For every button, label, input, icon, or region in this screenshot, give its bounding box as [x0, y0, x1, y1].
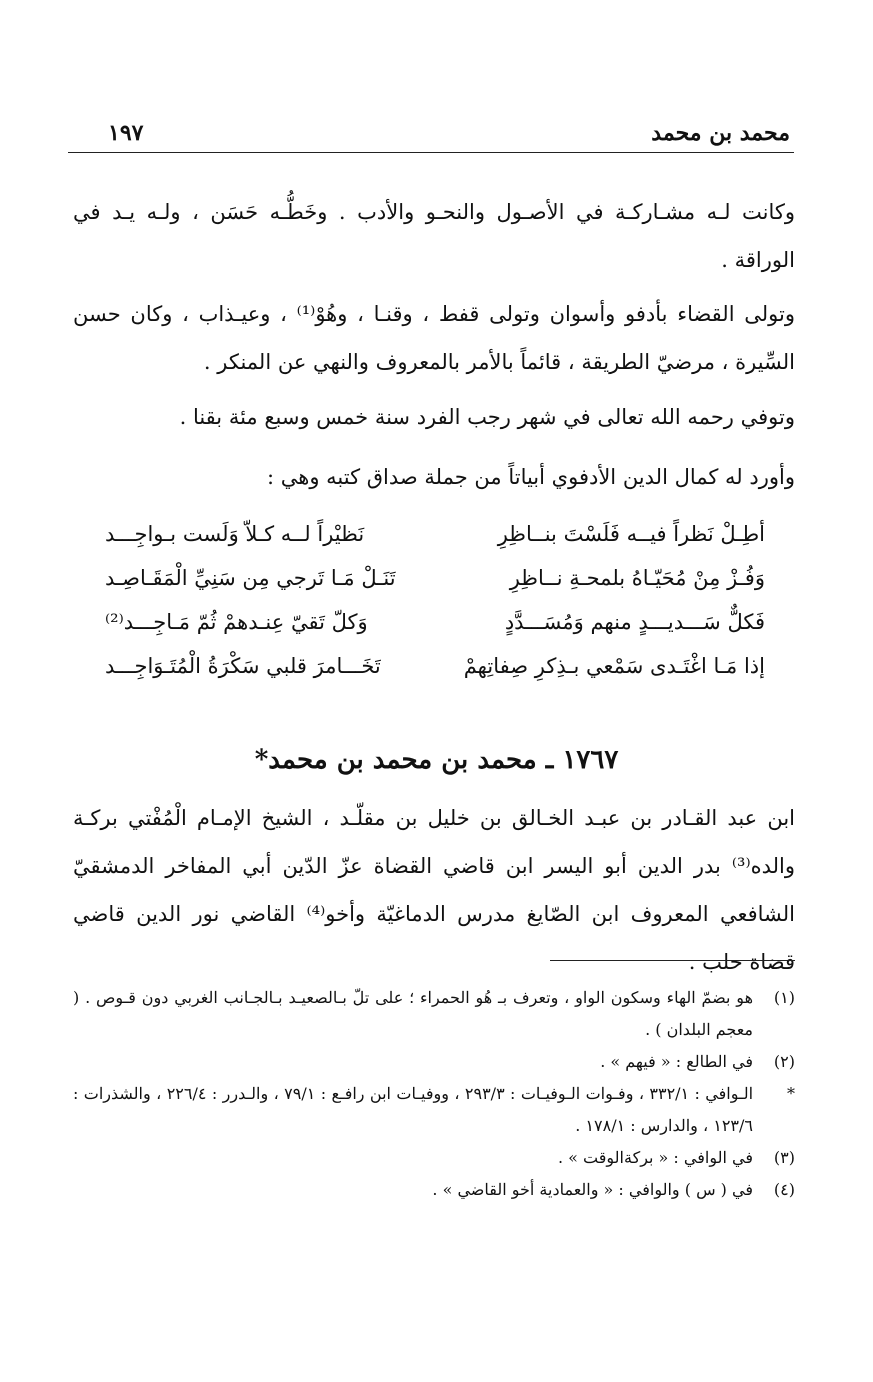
poem-verse — [105, 556, 765, 600]
footnote-marker: * — [787, 1084, 795, 1103]
running-title: محمد بن محمد — [651, 120, 790, 146]
poem — [105, 512, 765, 688]
footnote-text: في ( س ) والوافي : « والعمادية أخو القاضي » . — [432, 1180, 753, 1199]
poem-verse — [105, 600, 765, 644]
verse-first-hemistich: أطِـلْ نَظراً فيــه فَلَسْتَ بنــاظِرِ — [497, 522, 765, 546]
running-header — [68, 118, 794, 153]
footnote-text: هو بضمّ الهاء وسكون الواو ، وتعرف بـ هُو الحمراء ؛ على تلّ بـالصعيـد بـالجـانب الغربي دون قـوص . ( معجم البلدان ) . — [73, 988, 753, 1039]
footnote — [73, 982, 795, 1046]
verse-first-hemistich: وَفُـزْ مِنْ مُحَيّـاهُ بلمحـةِ نــاظِرِ — [509, 566, 765, 590]
page-number: ١٩٧ — [108, 120, 144, 146]
footnote-text: الـوافي : ٣٣٢/١ ، وفـوات الـوفيـات : ٢٩٣/٣ ، ووفيـات ابن رافـع : ٧٩/١ ، والـدرر : ٢٢٦/٤ ، والشذرات : ١٢٣/٦ ، والدارس : ١٧٨/١ . — [73, 1084, 754, 1135]
entry-heading: ١٧٦٧ ـ محمد بن محمد بن محمد* — [254, 745, 619, 775]
footnotes — [73, 982, 795, 1206]
footnote-marker: (٢) — [773, 1052, 795, 1071]
paragraph-poem-intro: وأورد له كمال الدين الأدفوي أبياتاً من جملة صداق كتبه وهي : — [267, 465, 795, 489]
footnote-marker: (٣) — [773, 1148, 795, 1167]
verse-second-hemistich: نَظيْراً لــه كـلاّ وَلَست بـواجِـــد — [105, 522, 365, 546]
verse-first-hemistich: إذا مَـا اغْتَـدى سَمْعي بـذِكرِ صِفاتِهمْ — [463, 654, 765, 678]
paragraph-scholarship: وكانت لـه مشـاركـة في الأصـول والنحـو والأدب . وخَطُّـه حَسَن ، ولـه يـد في الوراقة . — [73, 200, 795, 272]
verse-second-hemistich: تَنَـلْ مَـا تَرجي مِن سَنِيِّ الْمَقَـاصِـد — [105, 566, 396, 590]
poem-verse — [105, 512, 765, 556]
footnote — [73, 1174, 795, 1206]
footnote — [73, 1142, 795, 1174]
paragraph-judgeship: وتولى القضاء بأدفو وأسوان وتولى قفط ، وقنـا ، وهُوْ⁽¹⁾ ، وعيـذاب ، وكان حسن السِّيرة ، مرضيّ الطريقة ، قائماً بالأمر بالمعروف والنهي عن المنكر . — [73, 302, 795, 374]
footnote-marker: (١) — [773, 988, 795, 1007]
entry-biography: ابن عبد القـادر بن عبـد الخـالق بن خليل بن مقلّـد ، الشيخ الإمـام الْمُفْتي بركـة والده⁽³⁾ بدر الدين أبو اليسر ابن قاضي القضاة عزّ الدّين أبي المفاخر الدمشقيّ الشافعي المعروف ابن الصّايغ مدرس الدماغيّة وأخو⁽⁴⁾ القاضي نور الدين قاضي قضاة حلب . — [73, 806, 795, 974]
verse-second-hemistich: وَكلّ تَقيّ عِنـدهمْ ثُمّ مَـاجِـــد⁽²⁾ — [105, 610, 368, 634]
footnote-divider — [550, 960, 795, 961]
verse-first-hemistich: فَكلٌّ سَـــديـــدٍ منهم وَمُسَـــدَّدٍ — [504, 610, 765, 634]
paragraph-death: وتوفي رحمه الله تعالى في شهر رجب الفرد سنة خمس وسبع مئة بقنا . — [179, 405, 795, 429]
footnote-text: في الطالع : « فيهم » . — [600, 1052, 753, 1071]
verse-second-hemistich: تَخَـــامرَ قلبي سَكْرَةُ الْمُتَـوَاجِـــد — [105, 654, 381, 678]
poem-verse — [105, 644, 765, 688]
footnote — [73, 1046, 795, 1078]
footnote-text: في الوافي : « بركةالوقت » . — [558, 1148, 753, 1167]
footnote — [73, 1078, 795, 1142]
footnote-marker: (٤) — [773, 1180, 795, 1199]
